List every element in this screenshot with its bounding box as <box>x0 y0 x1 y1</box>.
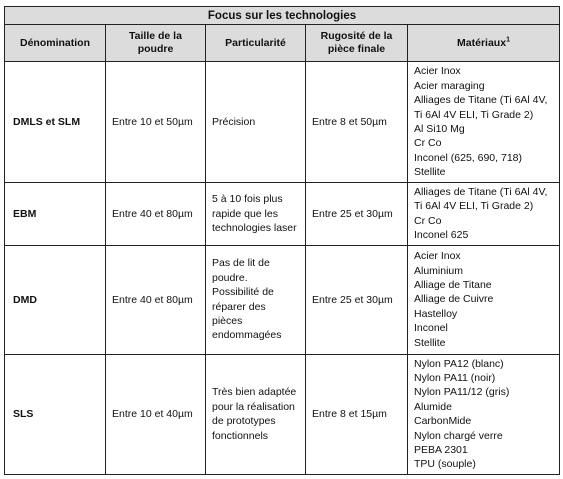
cell-denomination <box>5 354 106 474</box>
materiaux-item: PEBA 2301 <box>414 444 468 457</box>
cell-particularite <box>206 183 306 246</box>
materiaux-item: Al Si10 Mg <box>414 123 465 135</box>
materiaux-item: Inconel <box>414 322 448 335</box>
cell-particularite-text: 5 à 10 fois plus rapide que les technologies laser <box>212 193 297 235</box>
materiaux-list <box>414 357 553 472</box>
cell-particularite-text: Précision <box>212 115 256 128</box>
cell-rugosite <box>306 62 408 183</box>
materiaux-item: Ti 6Al 4V ELI, Ti Grade 2) <box>414 200 534 213</box>
cell-rugosite <box>306 183 408 246</box>
cell-materiaux <box>408 62 560 183</box>
materiaux-item: Acier Inox <box>414 250 461 263</box>
materiaux-list <box>414 64 553 179</box>
table-row <box>5 354 560 474</box>
cell-taille-text: Entre 40 et 80µm <box>112 293 193 306</box>
materiaux-item: Inconel (625, 690, 718) <box>414 151 522 164</box>
materiaux-list <box>414 185 553 243</box>
table-row <box>5 245 560 354</box>
cell-denomination-text: DMLS et SLM <box>13 116 81 128</box>
cell-taille-text: Entre 10 et 40µm <box>112 408 193 421</box>
materiaux-item: Nylon PA11/12 (gris) <box>414 386 510 399</box>
table-row <box>5 62 560 183</box>
cell-rugosite <box>306 354 408 474</box>
materiaux-item: Alliage de Cuivre <box>414 293 494 306</box>
materiaux-item: TPU (souple) <box>414 458 476 471</box>
materiaux-item: Stellite <box>414 166 446 179</box>
materiaux-item: Inconel 625 <box>414 229 469 242</box>
cell-denomination <box>5 245 106 354</box>
materiaux-item: Nylon PA11 (noir) <box>414 372 496 385</box>
header-materiaux-footnote: 1 <box>506 36 510 43</box>
technology-table <box>4 6 560 475</box>
materiaux-item: Alliages de Titane (Ti 6Al 4V, <box>414 186 548 198</box>
cell-rugosite <box>306 245 408 354</box>
cell-taille <box>106 183 206 246</box>
cell-taille <box>106 62 206 183</box>
materiaux-item: Nylon PA12 (blanc) <box>414 357 504 370</box>
header-rugosite <box>306 25 408 62</box>
header-materiaux-label: Matériaux <box>457 36 507 49</box>
materiaux-item: Alliage de Titane <box>414 279 492 292</box>
header-taille-line2: poudre <box>137 43 174 55</box>
table-body <box>5 62 560 475</box>
cell-particularite <box>206 354 306 474</box>
cell-denomination <box>5 183 106 246</box>
cell-rugosite-text: Entre 25 et 30µm <box>312 207 393 220</box>
materiaux-item: Nylon chargé verre <box>414 429 503 442</box>
materiaux-item: Cr Co <box>414 214 442 227</box>
cell-rugosite-text: Entre 8 et 50µm <box>312 116 387 128</box>
materiaux-item: Alumide <box>414 400 452 413</box>
cell-taille <box>106 245 206 354</box>
cell-materiaux <box>408 354 560 474</box>
table-row <box>5 183 560 246</box>
header-materiaux <box>408 25 560 62</box>
header-rugosite-line2: pièce finale <box>327 43 386 55</box>
materiaux-item: Cr Co <box>414 137 442 150</box>
cell-taille-text: Entre 10 et 50µm <box>112 116 193 128</box>
cell-denomination-text: DMD <box>13 293 37 306</box>
header-denomination: Dénomination <box>5 25 106 62</box>
cell-taille-text: Entre 40 et 80µm <box>112 207 193 220</box>
table-title: Focus sur les technologies <box>5 7 560 25</box>
materiaux-item: Hastelloy <box>414 307 458 320</box>
technology-table-container <box>4 6 559 475</box>
cell-denomination-text: SLS <box>13 408 34 421</box>
materiaux-item: Acier Inox <box>414 65 461 78</box>
header-taille-line1: Taille de la <box>129 30 182 42</box>
header-rugosite-line1: Rugosité de la <box>320 30 393 42</box>
materiaux-item: Aluminium <box>414 264 464 277</box>
cell-rugosite-text: Entre 8 et 15µm <box>312 408 387 421</box>
table-header-row <box>5 25 560 62</box>
cell-particularite <box>206 245 306 354</box>
cell-particularite <box>206 62 306 183</box>
materiaux-item: Acier maraging <box>414 79 485 92</box>
materiaux-item: Ti 6Al 4V ELI, Ti Grade 2) <box>414 108 534 121</box>
table-title-row <box>5 7 560 25</box>
materiaux-list <box>414 249 553 350</box>
materiaux-item: CarbonMide <box>414 415 472 428</box>
cell-rugosite-text: Entre 25 et 30µm <box>312 293 393 306</box>
cell-denomination-text: EBM <box>13 207 37 220</box>
header-particularite: Particularité <box>206 25 306 62</box>
cell-materiaux <box>408 245 560 354</box>
cell-materiaux <box>408 183 560 246</box>
materiaux-item: Alliages de Titane (Ti 6Al 4V, <box>414 94 548 107</box>
materiaux-item: Stellite <box>414 336 446 349</box>
cell-denomination <box>5 62 106 183</box>
cell-taille <box>106 354 206 474</box>
cell-particularite-text: Pas de lit de poudre. Possibilité de réparer des pièces endommagées <box>212 257 282 342</box>
header-taille <box>106 25 206 62</box>
cell-particularite-text: Très bien adaptée pour la réalisation de prototypes fonctionnels <box>212 386 297 442</box>
